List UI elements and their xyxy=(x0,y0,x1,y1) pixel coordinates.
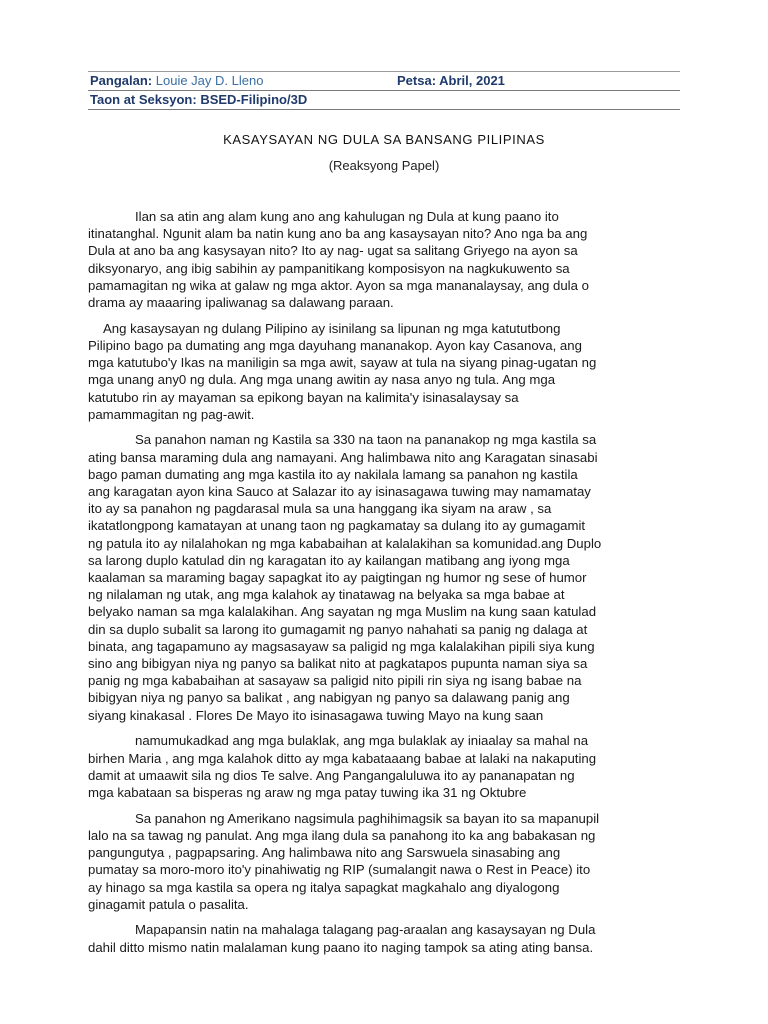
paragraph-line xyxy=(88,603,688,620)
paragraph-line xyxy=(88,689,688,706)
line-text: mga kabataan sa bisperas ng araw ng mga patay tuwing ika 31 ng Oktubre xyxy=(88,785,527,800)
header-row-name xyxy=(88,71,680,91)
paragraph-line xyxy=(88,466,688,483)
line-text: kaalaman sa maraming bagay sapagkat ito ay paigtingan ng humor ng sese of humor xyxy=(88,570,587,586)
paragraph-line xyxy=(88,621,688,638)
line-text: pamamagitan ng wika at galaw ng mga aktor. Ayon sa mga mananalaysay, ang dula o xyxy=(88,277,589,293)
line-text: Mapapansin natin na mahalaga talagang pag-araalan ang kasaysayan ng Dula xyxy=(135,922,596,938)
paragraph-line xyxy=(88,552,688,569)
paragraph xyxy=(88,732,688,801)
paragraph-line xyxy=(88,354,688,371)
line-text: drama ay maaaring ipaliwanag sa dalawang paraan. xyxy=(88,295,394,311)
section-value: BSED-Filipino/3D xyxy=(200,92,308,107)
line-text: binata, ang tagapamuno ay magsasayaw sa paligid ng mga kalalakihan pipili siya kung xyxy=(88,638,595,654)
paragraph-line xyxy=(88,655,688,672)
paragraph-line xyxy=(88,861,688,878)
line-text: Ilan sa atin ang alam kung ano ang kahulugan ng Dula at kung paano ito xyxy=(135,209,559,224)
paragraph-line xyxy=(88,294,688,311)
paragraph-line xyxy=(88,879,688,896)
line-text: Sa panahon naman ng Kastila sa 330 na taon na pananakop ng mga kastila sa xyxy=(135,432,597,448)
date-field xyxy=(397,73,505,89)
line-text: bago paman dumating ang mga kastila ito ay nakilala lamang sa panahon ng kastila xyxy=(88,466,578,482)
line-text: sino ang bibigyan niya ng panyo sa balikat nito at pagkatapos pupunta naman siya sa xyxy=(88,656,588,672)
paragraph xyxy=(88,810,688,913)
paragraph xyxy=(88,921,688,955)
line-text: Dula at ano ba ang kasysayan nito? Ito ay nag- ugat sa salitang Griyego na ayon sa xyxy=(88,243,578,259)
paragraph-line xyxy=(88,320,688,337)
line-text: namumukadkad ang mga bulaklak, ang mga bulaklak ay iniaalay sa mahal na xyxy=(135,733,589,749)
name-value: Louie Jay D. Lleno xyxy=(155,73,264,88)
line-text: din sa duplo subalit sa larong ito gumagamit ng panyo nahahati sa panig ng dalaga at xyxy=(88,621,588,637)
paragraph-line xyxy=(88,569,688,586)
paragraph-line xyxy=(88,431,688,448)
line-text: ay hinago sa mga kastila sa opera ng italya sapagkat magkahalo ang diyalogong xyxy=(88,879,560,895)
paragraph-line xyxy=(88,535,688,552)
line-text: Pilipino bago pa dumating ang mga dayuhang mananakop. Ayon kay Casanova, ang xyxy=(88,337,582,353)
paragraph-line xyxy=(88,242,688,259)
paragraph-line xyxy=(88,707,688,724)
paragraph-line xyxy=(88,225,688,242)
line-text: mga unang any0 ng dula. Ang mga unang awitin ay nasa anyo ng tula. Ang mga xyxy=(88,372,556,388)
paragraph-line xyxy=(88,638,688,655)
line-text: Sa panahon ng Amerikano nagsimula paghihimagsik sa bayan ito sa mapanupil xyxy=(135,810,600,826)
date-label: Petsa: Abril, 2021 xyxy=(397,73,505,88)
paragraph-line xyxy=(88,767,688,784)
paragraph-line xyxy=(88,500,688,517)
line-text: ginagamit patula o pasalita. xyxy=(88,896,249,912)
line-text: ating bansa maraming dula ang namayani. Ang halimbawa nito ang Karagatan sinasabi xyxy=(88,449,598,465)
line-text: katutubo rin ay mayaman sa epikong bayan na kalimita'y isinasalaysay sa xyxy=(88,389,519,405)
paragraph-line xyxy=(88,827,688,844)
paragraph-line xyxy=(88,406,688,423)
document-body xyxy=(88,208,688,964)
line-text: sa larong duplo katulad din ng karagatan ito ay kailangan matibang ang iyong mga xyxy=(88,552,570,568)
paragraph-line xyxy=(88,921,688,938)
paragraph-line xyxy=(88,277,688,294)
paragraph-line xyxy=(88,672,688,689)
section-field xyxy=(90,92,307,108)
paragraph-line xyxy=(88,337,688,354)
paragraph-line xyxy=(88,844,688,861)
header-row-section xyxy=(88,91,680,110)
section-label: Taon at Seksyon: xyxy=(90,92,197,107)
line-text: ikatatlongpong kamatayan at unang taon ng pagkamatay sa dulang ito ay gumagamit xyxy=(88,518,586,534)
line-text: ng patula ito ay nilalahokan ng mga kababaihan at kalalakihan sa komunidad.ang Duplo xyxy=(88,535,602,551)
line-text: ito ay sa panahon ng pagdarasal mula sa una hanggang ika siyam na araw , sa xyxy=(88,501,552,517)
paragraph-line xyxy=(88,896,688,913)
line-text: pumatay sa moro-moro ito'y pinahiwatig ng RIP (sumalangit nawa o Rest in Peace) ito xyxy=(88,862,591,878)
line-text: Ang kasaysayan ng dulang Pilipino ay isinilang sa lipunan ng mga katututbong xyxy=(103,320,561,336)
line-text: ang karagatan ayon kina Sauco at Salazar ito ay isinasagawa tuwing may namamatay xyxy=(88,484,591,500)
paragraph-line xyxy=(88,810,688,827)
header-table xyxy=(88,71,680,110)
line-text: diksyonaryo, ang ibig sabihin ay pampanitikang komposisyon na nagkukuwento sa xyxy=(88,260,570,276)
line-text: siyang kinakasal . Flores De Mayo ito isinasagawa tuwing Mayo na kung saan xyxy=(88,707,544,723)
paragraph-line xyxy=(88,371,688,388)
line-text: lalo na sa tawag ng panulat. Ang mga ilang dula sa panahong ito ka ang babakasan ng xyxy=(88,827,596,843)
paragraph-line xyxy=(88,750,688,767)
line-text: belyako naman sa mga kalalakihan. Ang sayatan ng mga Muslim na kung saan katulad xyxy=(88,604,597,620)
paragraph xyxy=(88,320,688,423)
line-text: itinatanghal. Ngunit alam ba natin kung ano ba ang kasaysayan nito? Ano nga ba ang xyxy=(88,226,588,242)
paragraph-line xyxy=(88,208,688,225)
paragraph-line xyxy=(88,483,688,500)
name-field xyxy=(90,73,263,89)
line-text: dahil ditto mismo natin malalaman kung paano ito naging tampok sa ating ating bansa. xyxy=(88,939,594,955)
paragraph-line xyxy=(88,784,688,801)
line-text: panig ng mga kababaihan at sasayaw sa paligid nito pipili rin siya ng isang babae na xyxy=(88,673,582,689)
paragraph-line xyxy=(88,586,688,603)
name-label: Pangalan: xyxy=(90,73,153,88)
paragraph-line xyxy=(88,732,688,749)
document-subtitle: (Reaksyong Papel) xyxy=(328,158,440,173)
line-text: damit at umaawit sila ng dios Te salve. Ang Pangangaluluwa ito ay pananapatan ng xyxy=(88,767,575,783)
line-text: bibigyan niya ng panyo sa balikat , ang nabigyan ng panyo sa dalawang panig ang xyxy=(88,690,570,706)
line-text: pangungutya , pagpapsaring. Ang halimbawa nito ang Sarswuela sinasabing ang xyxy=(88,845,561,861)
line-text: ng nilalaman ng utak, ang mga kalahok ay tinatawag na belyaka sa mga babae at xyxy=(88,587,565,603)
line-text: birhen Maria , ang mga kalahok ditto ay mga kabataaang babae at lalaki na nakaputing xyxy=(88,750,597,766)
line-text: pamammagitan ng pag-awit. xyxy=(88,406,255,422)
paragraph-line xyxy=(88,449,688,466)
paragraph-line xyxy=(88,517,688,534)
document-title: KASAYSAYAN NG DULA SA BANSANG PILIPINAS xyxy=(223,132,545,147)
paragraph-line xyxy=(88,939,688,956)
paragraph-line xyxy=(88,389,688,406)
paragraph xyxy=(88,431,688,723)
paragraph xyxy=(88,208,688,311)
line-text: mga katutubo'y Ikas na maniligin sa mga awit, sayaw at tula na siyang pinag-ugatan ng xyxy=(88,355,597,371)
paragraph-line xyxy=(88,260,688,277)
